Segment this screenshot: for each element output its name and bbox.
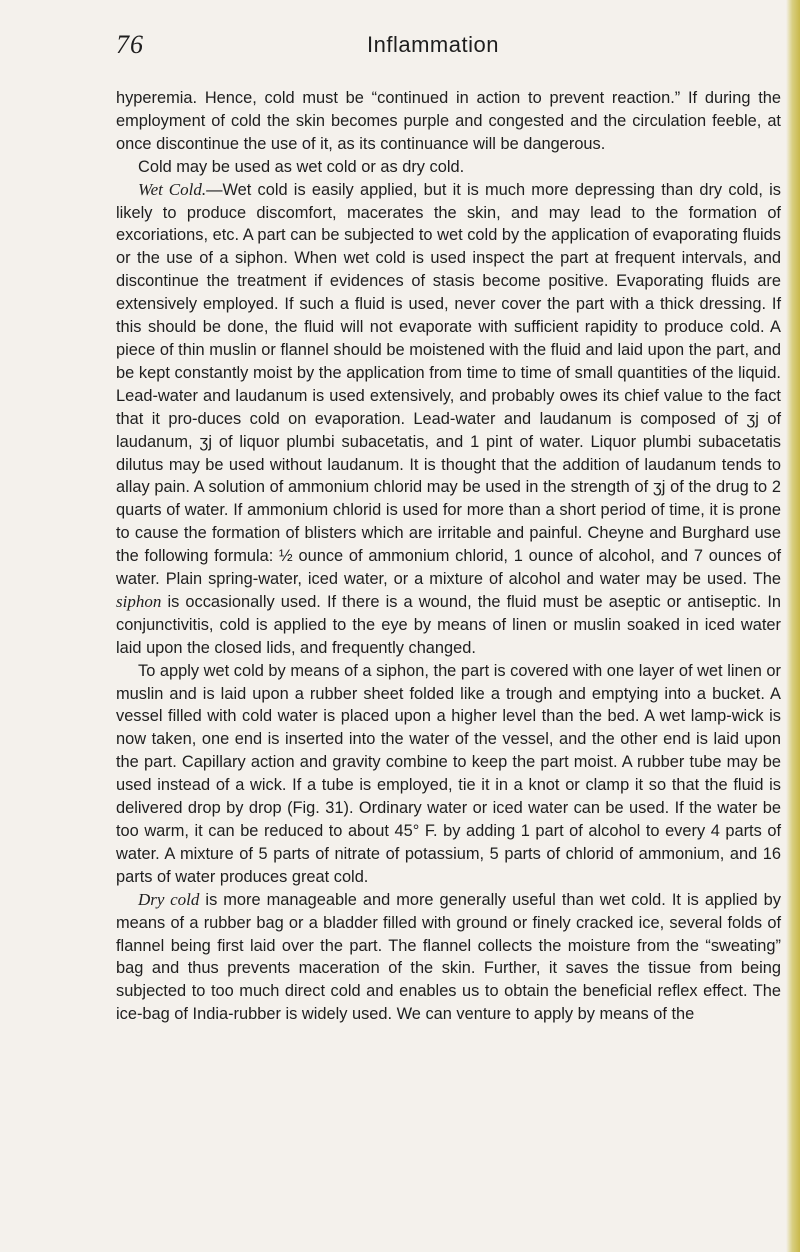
paragraph-3 <box>116 179 781 660</box>
body-text <box>116 87 781 1026</box>
wet-cold-heading: Wet Cold. <box>138 179 207 199</box>
paragraph-2-text: Cold may be used as wet cold or as dry cold. <box>138 157 465 176</box>
paragraph-3-tail: is occasionally used. If there is a wound, the fluid must be aseptic or antiseptic. In conjunctivitis, cold is applied to the eye by means of linen or muslin soaked in iced water laid upon the closed lids, and frequently changed. <box>116 592 781 657</box>
page-header <box>0 30 800 70</box>
paragraph-5-text: is more manageable and more generally useful than wet cold. It is applied by means of a rubber bag or a bladder filled with ground or finely cracked ice, several folds of flannel being first laid over the part. The flannel collects the moisture from the “sweating” bag and thus prevents maceration of the skin. Further, it saves the tissue from being subjected to too much direct cold and enables us to obtain the beneficial reflex effect. The ice-bag of India-rubber is widely used. We can venture to apply by means of the <box>116 890 781 1024</box>
siphon-term: siphon <box>116 591 162 611</box>
paragraph-5 <box>116 889 781 1026</box>
paragraph-4-text: To apply wet cold by means of a siphon, the part is covered with one layer of wet linen or muslin and is laid upon a rubber sheet folded like a trough and emptying into a bucket. A vessel filled with cold water is placed upon a higher level than the bed. A wet lamp-wick is now taken, one end is inserted into the water of the vessel, and the other end is laid upon the part. Capillary action and gravity combine to keep the part moist. A rubber tube may be used instead of a wick. If a tube is employed, tie it in a knot or clamp it so that the fluid is delivered drop by drop (Fig. 31). Ordinary water or iced water can be used. If the water be too warm, it can be reduced to about 45° F. by adding 1 part of alcohol to every 4 parts of water. A mixture of 5 parts of nitrate of potassium, 5 parts of chlorid of ammonium, and 16 parts of water produces great cold. <box>116 661 781 886</box>
paragraph-2 <box>116 156 781 179</box>
paragraph-3-text: —Wet cold is easily applied, but it is much more depressing than dry cold, is likely to produce discomfort, macerates the skin, and may lead to the formation of excoriations, etc. A part can be subjected to wet cold by the application of evaporating fluids or the use of a siphon. When wet cold is used inspect the part at frequent intervals, and discontinue the treatment if evidences of stasis become positive. Evaporating fluids are extensively employed. If such a fluid is used, never cover the part with a thick dressing. If this should be done, the fluid will not evaporate with sufficient rapidity to produce cold. A piece of thin muslin or flannel should be moistened with the fluid and laid upon the part, and be kept constantly moist by the application from time to time of small quantities of the liquid. Lead-water and laudanum is used extensively, and probably owes its chief value to the fact that it pro-duces cold on evaporation. Lead-water and laudanum is composed of ʒj of laudanum, ʒj of liquor plumbi subacetatis, and 1 pint of water. Liquor plumbi subacetatis dilutus may be used without laudanum. It is thought that the addition of laudanum tends to allay pain. A solution of ammonium chlorid may be used in the strength of ʒj of the drug to 2 quarts of water. If ammonium chlorid is used for more than a short period of time, it is prone to cause the formation of blisters which are irritable and painful. Cheyne and Burghard use the following formula: ½ ounce of ammonium chlorid, 1 ounce of alcohol, and 7 ounces of water. Plain spring-water, iced water, or a mixture of alcohol and water may be used. The <box>116 180 781 589</box>
page-number: 76 <box>116 30 144 59</box>
paragraph-1 <box>116 87 781 156</box>
dry-cold-heading: Dry cold <box>138 889 200 909</box>
running-head: Inflammation <box>367 32 499 57</box>
page-edge <box>786 0 800 1252</box>
paragraph-1-text: hyperemia. Hence, cold must be “continued in action to prevent reaction.” If during the employment of cold the skin becomes purple and congested and the circulation feeble, at once discontinue the use of it, as its continuance will be dangerous. <box>116 89 781 153</box>
paragraph-4 <box>116 660 781 889</box>
